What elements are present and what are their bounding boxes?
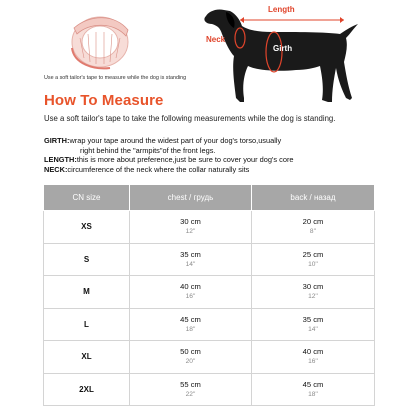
chest-inch: 18'' — [185, 325, 196, 333]
column-header-chest: chest / грудь — [130, 185, 252, 211]
column-header-back: back / назад — [252, 185, 375, 211]
back-inch: 14'' — [308, 325, 318, 333]
back-cm: 25 cm — [302, 249, 324, 259]
chest-cm: 35 cm — [180, 249, 201, 259]
back-cell — [252, 341, 375, 374]
girth-definition-cont: right behind the "armpits"of the front legs. — [80, 145, 216, 155]
table-row — [44, 211, 375, 244]
back-inch: 12'' — [308, 293, 318, 301]
table-row — [44, 276, 375, 309]
girth-text: wrap your tape around the widest part of your dog's torso,usually — [69, 136, 282, 145]
size-cell: XS — [44, 211, 130, 244]
girth-definition — [44, 136, 281, 146]
back-cell — [252, 243, 375, 276]
measuring-tape-icon — [60, 8, 140, 72]
size-cell: S — [44, 243, 130, 276]
back-cm: 45 cm — [302, 379, 324, 389]
neck-term: NECK: — [44, 164, 68, 174]
back-cm: 35 cm — [302, 314, 324, 324]
table-row — [44, 243, 375, 276]
chest-inch: 12'' — [185, 228, 196, 236]
chest-cm: 55 cm — [180, 379, 201, 389]
chest-inch: 16'' — [185, 293, 196, 301]
girth-term: GIRTH: — [44, 136, 70, 145]
neck-text: circumference of the neck where the collar naturally sits — [67, 164, 250, 174]
table-header-row — [44, 185, 375, 211]
page-title: How To Measure — [44, 92, 164, 109]
chest-cm: 40 cm — [180, 282, 201, 292]
chest-cell — [130, 308, 252, 341]
back-cell — [252, 211, 375, 244]
back-inch: 16'' — [308, 358, 318, 366]
back-inch: 8'' — [309, 228, 317, 236]
chest-cm: 50 cm — [180, 347, 201, 357]
size-cell: M — [44, 276, 130, 309]
dog-silhouette-icon — [196, 2, 362, 110]
table-row — [44, 308, 375, 341]
neck-definition — [44, 165, 249, 175]
chest-cell — [130, 341, 252, 374]
chest-inch: 14'' — [185, 260, 196, 268]
chest-cell — [130, 373, 252, 406]
back-cell — [252, 373, 375, 406]
length-definition — [44, 155, 294, 165]
neck-label: Neck — [206, 35, 226, 44]
intro-text: Use a soft tailor's tape to take the following measurements while the dog is standing. — [44, 114, 336, 123]
back-cm: 40 cm — [302, 347, 324, 357]
size-cell: 2XL — [44, 373, 130, 406]
back-inch: 10'' — [308, 260, 318, 268]
chest-cm: 45 cm — [180, 314, 201, 324]
column-header-size: CN size — [44, 185, 130, 211]
back-cm: 20 cm — [302, 217, 324, 227]
chest-inch: 20'' — [185, 358, 196, 366]
size-chart-table — [43, 184, 375, 406]
length-text: this is more about preference,just be sure to cover your dog's core — [76, 155, 294, 164]
size-cell: XL — [44, 341, 130, 374]
tape-caption: Use a soft tailor's tape to measure while the dog is standing — [44, 75, 187, 81]
chest-inch: 22'' — [185, 390, 196, 398]
length-term: LENGTH: — [44, 155, 77, 164]
table-row — [44, 373, 375, 406]
size-cell: L — [44, 308, 130, 341]
length-label: Length — [268, 5, 295, 14]
back-cm: 30 cm — [302, 282, 324, 292]
back-cell — [252, 308, 375, 341]
girth-label: Girth — [273, 44, 293, 53]
table-row — [44, 341, 375, 374]
chest-cell — [130, 243, 252, 276]
chest-cm: 30 cm — [180, 217, 201, 227]
chest-cell — [130, 276, 252, 309]
back-inch: 18'' — [308, 390, 318, 398]
back-cell — [252, 276, 375, 309]
chest-cell — [130, 211, 252, 244]
